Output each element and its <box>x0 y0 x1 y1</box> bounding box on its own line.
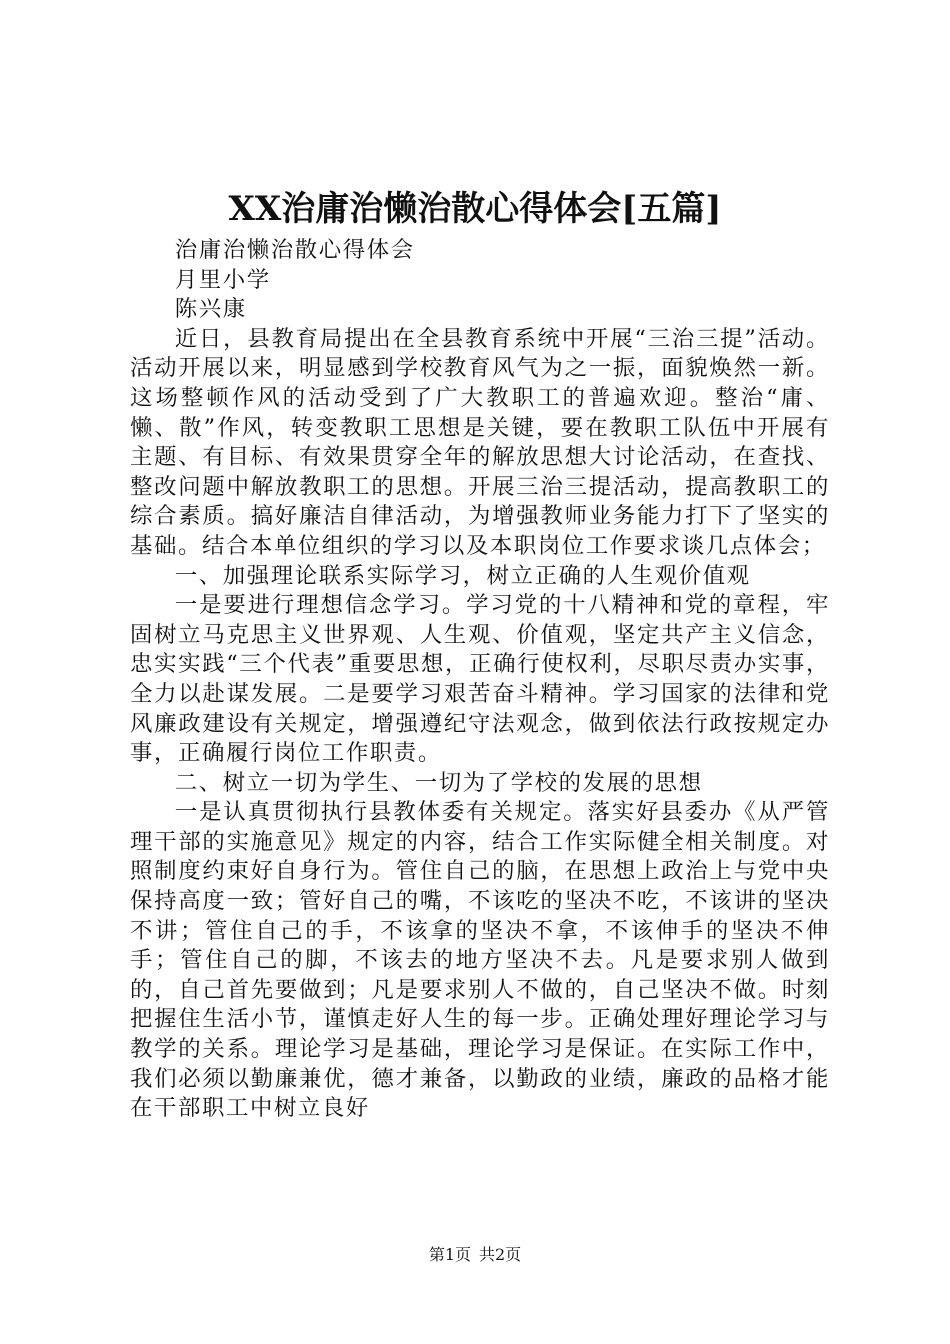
section-heading-1: 一、加强理论联系实际学习，树立正确的人生观价值观 <box>174 562 751 589</box>
paragraph-school: 月里小学 <box>174 266 271 293</box>
page-total: 共2页 <box>479 1245 522 1264</box>
section-heading-2: 二、树立一切为学生、一切为了学校的发展的思想 <box>174 769 703 796</box>
document-body <box>130 236 830 1124</box>
paragraph-section-2: 一是认真贯彻执行县教体委有关规定。落实好县委办《从严管理干部的实施意见》规定的内容，结合工作实际健全相关制度。对照制度约束好自身行为。管住自己的脑，在思想上政治上与党中央保持高度一致；管好自己的嘴，不该吃的坚决不吃，不该讲的坚决不讲；管住自己的手，不该拿的坚决不拿，不该伸手的坚决不伸手；管住自己的脚，不该去的地方坚决不去。凡是要求别人做到的，自己首先要做到；凡是要求别人不做的，自己坚决不做。时刻把握住生活小节，谨慎走好人生的每一步。正确处理好理论学习与教学的关系。理论学习是基础，理论学习是保证。在实际工作中，我们必须以勤廉兼优，德才兼备，以勤政的业绩，廉政的品格才能在干部职工中树立良好 <box>130 799 830 1122</box>
page-number: 第1页 <box>428 1245 471 1264</box>
paragraph-subtitle: 治庸治懒治散心得体会 <box>174 237 415 263</box>
document-title: XX治庸治懒治散心得体会[五篇] <box>228 189 722 229</box>
paragraph-author: 陈兴康 <box>174 296 247 323</box>
page-footer <box>0 1244 950 1266</box>
paragraph-intro: 近日，县教育局提出在全县教育系统中开展“三治三提”活动。活动开展以来，明显感到学校教育风气为之一振，面貌焕然一新。这场整顿作风的活动受到了广大教职工的普遍欢迎。整治“庸、懒、散”作风，转变教职工思想是关键，要在教职工队伍中开展有主题、有目标、有效果贯穿全年的解放思想大讨论活动，在查找、整改问题中解放教职工的思想。开展三治三提活动，提高教职工的综合素质。搞好廉洁自律活动，为增强教师业务能力打下了坚实的基础。结合本单位组织的学习以及本职岗位工作要求谈几点体会； <box>130 325 830 559</box>
paragraph-section-1: 一是要进行理想信念学习。学习党的十八精神和党的章程，牢固树立马克思主义世界观、人生观、价值观，坚定共产主义信念，忠实实践“三个代表”重要思想，正确行使权利，尽职尽责办实事，全力以赴谋发展。二是要学习艰苦奋斗精神。学习国家的法律和党风廉政建设有关规定，增强遵纪守法观念，做到依法行政按规定办事，正确履行岗位工作职责。 <box>130 592 830 767</box>
